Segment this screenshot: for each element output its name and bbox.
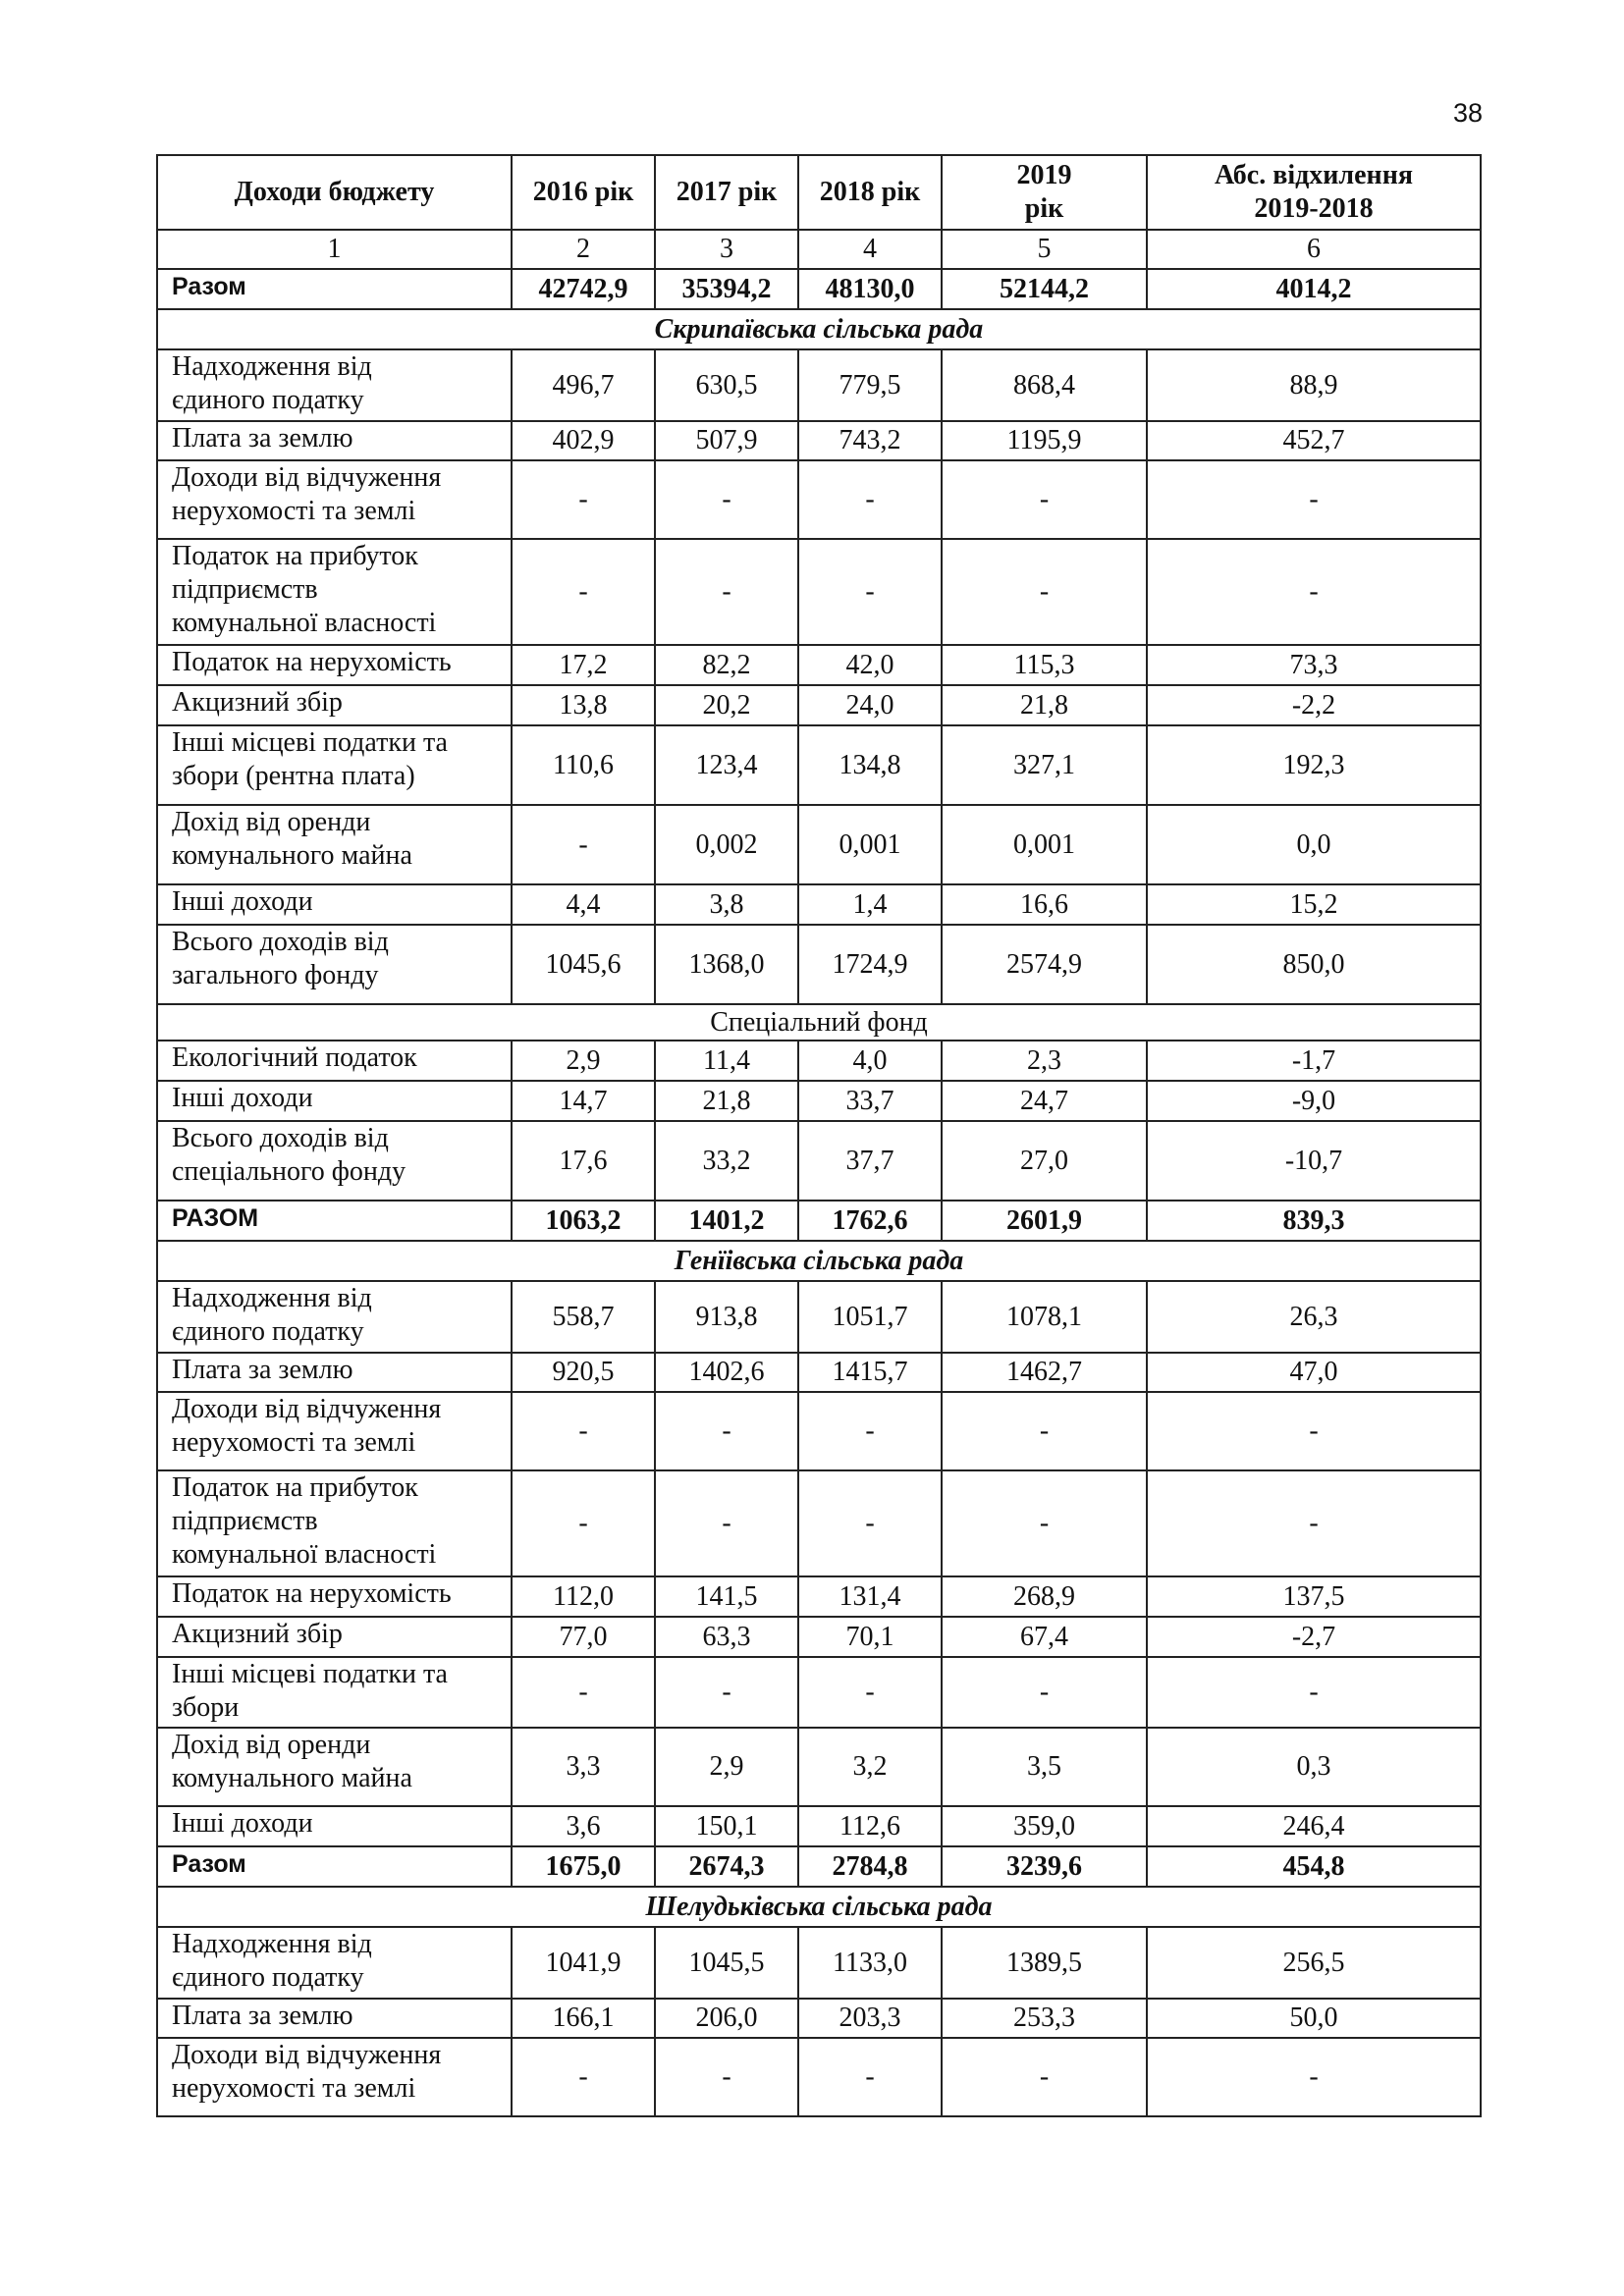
value-cell: -: [655, 1470, 798, 1576]
value-cell: 20,2: [655, 685, 798, 725]
value-cell: 4014,2: [1147, 269, 1481, 309]
column-number: 3: [655, 230, 798, 269]
value-cell: -: [655, 539, 798, 645]
row-label: Екологічний податок: [157, 1041, 512, 1081]
value-cell: 1762,6: [798, 1201, 942, 1241]
value-cell: 454,8: [1147, 1846, 1481, 1887]
value-cell: 1724,9: [798, 925, 942, 1004]
table-row: [157, 1657, 1481, 1728]
value-cell: 150,1: [655, 1806, 798, 1846]
value-cell: 48130,0: [798, 269, 942, 309]
total-row: [157, 269, 1481, 309]
value-cell: -: [512, 1657, 655, 1728]
value-cell: 166,1: [512, 1999, 655, 2038]
column-header: 2017 рік: [655, 155, 798, 230]
value-cell: -1,7: [1147, 1041, 1481, 1081]
value-cell: 1195,9: [942, 421, 1147, 460]
row-label: Разом: [157, 269, 512, 309]
section-title: Скрипаївська сільська рада: [157, 309, 1481, 349]
table-row: [157, 1081, 1481, 1121]
value-cell: 115,3: [942, 645, 1147, 685]
value-cell: 1133,0: [798, 1927, 942, 1999]
value-cell: 0,3: [1147, 1728, 1481, 1806]
value-cell: 496,7: [512, 349, 655, 421]
row-label: Інші місцеві податки та збори: [157, 1657, 512, 1728]
row-label: Дохід від оренди комунального майна: [157, 1728, 512, 1806]
value-cell: 2784,8: [798, 1846, 942, 1887]
row-label: Податок на нерухомість: [157, 645, 512, 685]
value-cell: 839,3: [1147, 1201, 1481, 1241]
total-row: [157, 1201, 1481, 1241]
value-cell: 359,0: [942, 1806, 1147, 1846]
value-cell: -: [1147, 460, 1481, 539]
row-label: Інші доходи: [157, 1081, 512, 1121]
value-cell: 1368,0: [655, 925, 798, 1004]
budget-revenue-table: [156, 154, 1482, 2117]
value-cell: 256,5: [1147, 1927, 1481, 1999]
row-label: Інші доходи: [157, 1806, 512, 1846]
value-cell: -: [942, 1392, 1147, 1470]
subsection-title: Спеціальний фонд: [157, 1004, 1481, 1041]
value-cell: -: [655, 460, 798, 539]
value-cell: 123,4: [655, 725, 798, 805]
table-row: [157, 539, 1481, 645]
value-cell: 131,4: [798, 1576, 942, 1617]
total-row: [157, 1846, 1481, 1887]
row-label: Доходи від відчуження нерухомості та землі: [157, 2038, 512, 2116]
table-row: [157, 460, 1481, 539]
table-row: [157, 349, 1481, 421]
row-label: Дохід від оренди комунального майна: [157, 805, 512, 884]
value-cell: 2,3: [942, 1041, 1147, 1081]
value-cell: 67,4: [942, 1617, 1147, 1657]
section-header-row: [157, 1887, 1481, 1927]
value-cell: -: [798, 1392, 942, 1470]
value-cell: -: [1147, 1657, 1481, 1728]
value-cell: 73,3: [1147, 645, 1481, 685]
column-header: Абс. відхилення 2019-2018: [1147, 155, 1481, 230]
table-row: [157, 1927, 1481, 1999]
value-cell: 206,0: [655, 1999, 798, 2038]
value-cell: -: [655, 1657, 798, 1728]
table-row: [157, 1806, 1481, 1846]
value-cell: 27,0: [942, 1121, 1147, 1201]
column-header: 2019 рік: [942, 155, 1147, 230]
value-cell: 112,0: [512, 1576, 655, 1617]
value-cell: 50,0: [1147, 1999, 1481, 2038]
value-cell: -: [798, 539, 942, 645]
value-cell: 37,7: [798, 1121, 942, 1201]
value-cell: 402,9: [512, 421, 655, 460]
value-cell: 3,5: [942, 1728, 1147, 1806]
value-cell: 24,7: [942, 1081, 1147, 1121]
page-number: 38: [1452, 98, 1483, 128]
value-cell: 0,001: [942, 805, 1147, 884]
value-cell: -: [1147, 1470, 1481, 1576]
value-cell: 203,3: [798, 1999, 942, 2038]
value-cell: 1415,7: [798, 1353, 942, 1392]
value-cell: 4,4: [512, 884, 655, 925]
value-cell: 1401,2: [655, 1201, 798, 1241]
value-cell: 868,4: [942, 349, 1147, 421]
value-cell: 137,5: [1147, 1576, 1481, 1617]
value-cell: 42742,9: [512, 269, 655, 309]
table-row: [157, 884, 1481, 925]
value-cell: 2674,3: [655, 1846, 798, 1887]
value-cell: 558,7: [512, 1281, 655, 1353]
value-cell: 2574,9: [942, 925, 1147, 1004]
value-cell: 21,8: [942, 685, 1147, 725]
table-row: [157, 1728, 1481, 1806]
row-label: Податок на нерухомість: [157, 1576, 512, 1617]
subsection-header-row: [157, 1004, 1481, 1041]
value-cell: 16,6: [942, 884, 1147, 925]
value-cell: 77,0: [512, 1617, 655, 1657]
column-header: Доходи бюджету: [157, 155, 512, 230]
value-cell: -: [798, 1470, 942, 1576]
section-header-row: [157, 1241, 1481, 1281]
value-cell: 1078,1: [942, 1281, 1147, 1353]
table-row: [157, 1041, 1481, 1081]
value-cell: 2,9: [655, 1728, 798, 1806]
value-cell: 42,0: [798, 645, 942, 685]
row-label: Плата за землю: [157, 1353, 512, 1392]
value-cell: 63,3: [655, 1617, 798, 1657]
value-cell: -: [512, 539, 655, 645]
value-cell: 4,0: [798, 1041, 942, 1081]
row-label: Доходи від відчуження нерухомості та землі: [157, 1392, 512, 1470]
value-cell: -: [942, 1470, 1147, 1576]
value-cell: 1675,0: [512, 1846, 655, 1887]
table-row: [157, 2038, 1481, 2116]
value-cell: 0,002: [655, 805, 798, 884]
value-cell: 15,2: [1147, 884, 1481, 925]
table-row: [157, 1353, 1481, 1392]
column-number: 4: [798, 230, 942, 269]
table-row: [157, 925, 1481, 1004]
value-cell: 134,8: [798, 725, 942, 805]
value-cell: 253,3: [942, 1999, 1147, 2038]
value-cell: -: [512, 2038, 655, 2116]
row-label: Всього доходів від загального фонду: [157, 925, 512, 1004]
value-cell: -: [1147, 1392, 1481, 1470]
value-cell: 33,2: [655, 1121, 798, 1201]
value-cell: -: [942, 1657, 1147, 1728]
value-cell: 112,6: [798, 1806, 942, 1846]
column-number: 2: [512, 230, 655, 269]
row-label: Інші місцеві податки та збори (рентна плата): [157, 725, 512, 805]
column-number: 5: [942, 230, 1147, 269]
value-cell: -: [1147, 539, 1481, 645]
row-label: Плата за землю: [157, 1999, 512, 2038]
value-cell: 21,8: [655, 1081, 798, 1121]
value-cell: 17,6: [512, 1121, 655, 1201]
value-cell: 1063,2: [512, 1201, 655, 1241]
value-cell: 779,5: [798, 349, 942, 421]
column-number: 1: [157, 230, 512, 269]
value-cell: 26,3: [1147, 1281, 1481, 1353]
row-label: Надходження від єдиного податку: [157, 1281, 512, 1353]
value-cell: 3,8: [655, 884, 798, 925]
value-cell: -: [798, 2038, 942, 2116]
value-cell: 82,2: [655, 645, 798, 685]
value-cell: 913,8: [655, 1281, 798, 1353]
value-cell: 88,9: [1147, 349, 1481, 421]
value-cell: 52144,2: [942, 269, 1147, 309]
value-cell: 1041,9: [512, 1927, 655, 1999]
table-row: [157, 1392, 1481, 1470]
table-row: [157, 1576, 1481, 1617]
row-label: Плата за землю: [157, 421, 512, 460]
value-cell: 920,5: [512, 1353, 655, 1392]
row-label: Всього доходів від спеціального фонду: [157, 1121, 512, 1201]
value-cell: 1,4: [798, 884, 942, 925]
value-cell: 70,1: [798, 1617, 942, 1657]
value-cell: -: [798, 460, 942, 539]
value-cell: 192,3: [1147, 725, 1481, 805]
value-cell: -: [655, 1392, 798, 1470]
value-cell: -9,0: [1147, 1081, 1481, 1121]
value-cell: 2,9: [512, 1041, 655, 1081]
value-cell: 268,9: [942, 1576, 1147, 1617]
column-number-row: [157, 230, 1481, 269]
value-cell: -2,2: [1147, 685, 1481, 725]
value-cell: 1045,5: [655, 1927, 798, 1999]
section-title: Генїівська сільська рада: [157, 1241, 1481, 1281]
section-header-row: [157, 309, 1481, 349]
value-cell: -: [512, 460, 655, 539]
row-label: Разом: [157, 1846, 512, 1887]
value-cell: 1462,7: [942, 1353, 1147, 1392]
value-cell: 47,0: [1147, 1353, 1481, 1392]
value-cell: -: [798, 1657, 942, 1728]
value-cell: 507,9: [655, 421, 798, 460]
row-label: Податок на прибуток підприємств комунальної власності: [157, 1470, 512, 1576]
value-cell: -10,7: [1147, 1121, 1481, 1201]
table-row: [157, 1121, 1481, 1201]
column-number: 6: [1147, 230, 1481, 269]
value-cell: 2601,9: [942, 1201, 1147, 1241]
value-cell: 35394,2: [655, 269, 798, 309]
table-row: [157, 1617, 1481, 1657]
table-row: [157, 1281, 1481, 1353]
value-cell: 743,2: [798, 421, 942, 460]
row-label: Надходження від єдиного податку: [157, 1927, 512, 1999]
value-cell: -: [512, 1470, 655, 1576]
value-cell: 452,7: [1147, 421, 1481, 460]
table-row: [157, 685, 1481, 725]
column-header: 2018 рік: [798, 155, 942, 230]
table-row: [157, 421, 1481, 460]
value-cell: -: [512, 805, 655, 884]
value-cell: 24,0: [798, 685, 942, 725]
value-cell: 0,001: [798, 805, 942, 884]
value-cell: 141,5: [655, 1576, 798, 1617]
value-cell: -: [655, 2038, 798, 2116]
value-cell: 17,2: [512, 645, 655, 685]
value-cell: 11,4: [655, 1041, 798, 1081]
value-cell: 246,4: [1147, 1806, 1481, 1846]
value-cell: 33,7: [798, 1081, 942, 1121]
table-row: [157, 725, 1481, 805]
value-cell: -: [512, 1392, 655, 1470]
header-row: [157, 155, 1481, 230]
value-cell: 3239,6: [942, 1846, 1147, 1887]
column-header: 2016 рік: [512, 155, 655, 230]
value-cell: -: [942, 539, 1147, 645]
value-cell: 3,6: [512, 1806, 655, 1846]
row-label: Акцизний збір: [157, 685, 512, 725]
value-cell: 14,7: [512, 1081, 655, 1121]
value-cell: 3,2: [798, 1728, 942, 1806]
value-cell: 110,6: [512, 725, 655, 805]
value-cell: 3,3: [512, 1728, 655, 1806]
value-cell: 13,8: [512, 685, 655, 725]
row-label: Податок на прибуток підприємств комунальної власності: [157, 539, 512, 645]
row-label: Інші доходи: [157, 884, 512, 925]
value-cell: -2,7: [1147, 1617, 1481, 1657]
value-cell: 1045,6: [512, 925, 655, 1004]
table-row: [157, 805, 1481, 884]
row-label: Доходи від відчуження нерухомості та землі: [157, 460, 512, 539]
section-title: Шелудьківська сільська рада: [157, 1887, 1481, 1927]
table-row: [157, 1999, 1481, 2038]
table-row: [157, 645, 1481, 685]
value-cell: 0,0: [1147, 805, 1481, 884]
row-label: Акцизний збір: [157, 1617, 512, 1657]
value-cell: 850,0: [1147, 925, 1481, 1004]
value-cell: -: [942, 2038, 1147, 2116]
value-cell: -: [942, 460, 1147, 539]
value-cell: -: [1147, 2038, 1481, 2116]
value-cell: 1051,7: [798, 1281, 942, 1353]
row-label: РАЗОМ: [157, 1201, 512, 1241]
row-label: Надходження від єдиного податку: [157, 349, 512, 421]
value-cell: 1402,6: [655, 1353, 798, 1392]
value-cell: 630,5: [655, 349, 798, 421]
table-row: [157, 1470, 1481, 1576]
value-cell: 327,1: [942, 725, 1147, 805]
value-cell: 1389,5: [942, 1927, 1147, 1999]
